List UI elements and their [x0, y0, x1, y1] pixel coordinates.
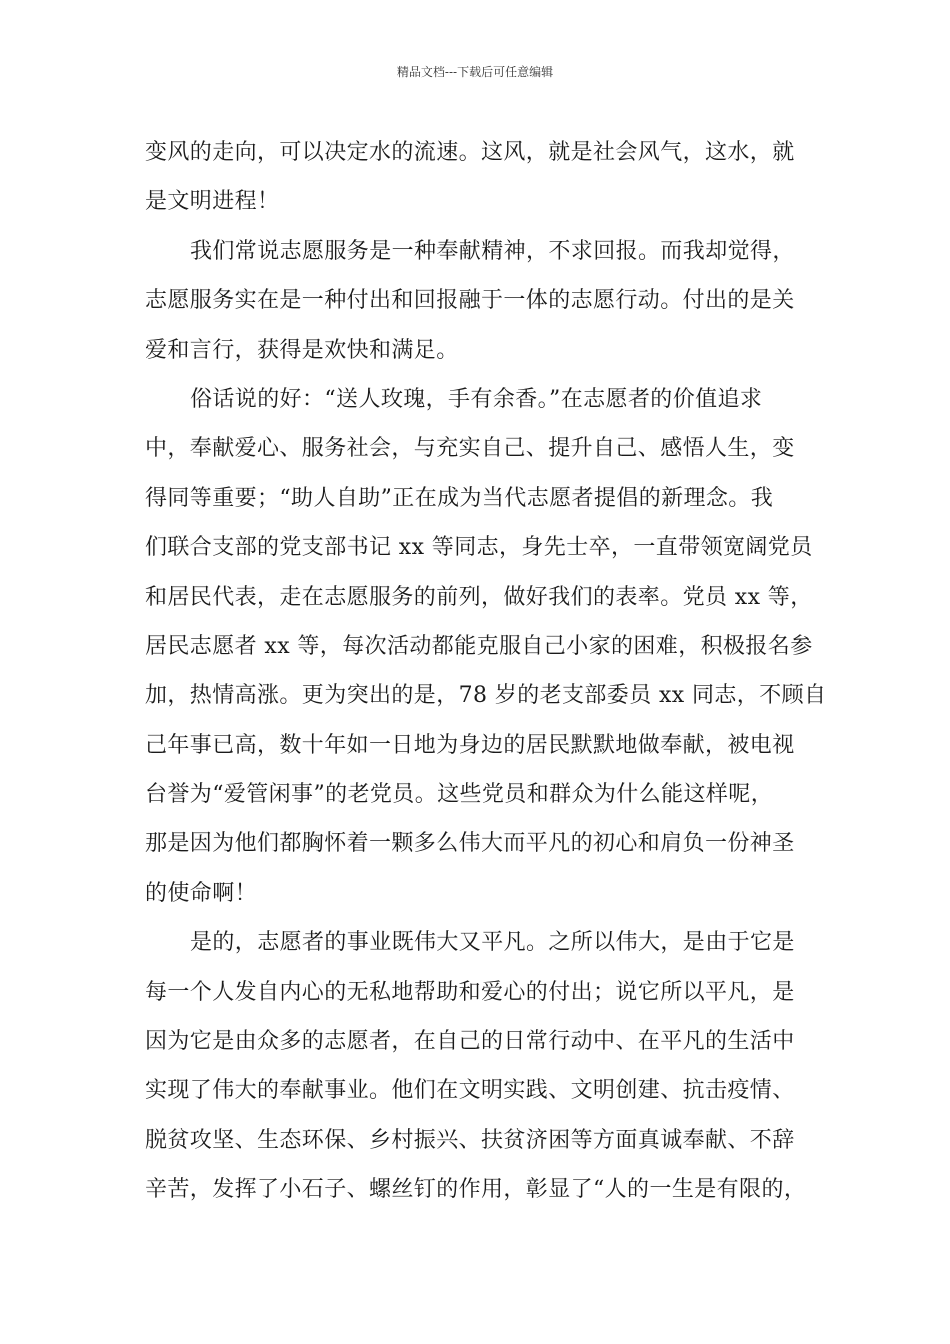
text-line: 每一个人发自内心的无私地帮助和爱心的付出；说它所以平凡，是 [145, 979, 795, 1005]
text-line: 中，奉献爱心、服务社会，与充实自己、提升自己、感悟人生，变 [145, 436, 795, 462]
text-line: 俗话说的好：“送人玫瑰，手有余香。”在志愿者的价值追求 [190, 386, 763, 412]
text-line: 实现了伟大的奉献事业。他们在文明实践、文明创建、抗击疫情、 [145, 1078, 795, 1104]
text-line: 爱和言行，获得是欢快和满足。 [145, 337, 459, 363]
page-header: 精品文档---下载后可任意编辑 [396, 65, 554, 79]
text-line: 变风的走向，可以决定水的流速。这风，就是社会风气，这水，就 [145, 140, 795, 165]
text-line: 我们常说志愿服务是一种奉献精神，不求回报。而我却觉得， [190, 238, 795, 264]
document-body [145, 128, 825, 1215]
paragraph-2 [145, 227, 825, 375]
text-line: 志愿服务实在是一种付出和回报融于一体的志愿行动。付出的是关 [145, 288, 795, 314]
text-line: 因为它是由众多的志愿者，在自己的日常行动中、在平凡的生活中 [145, 1029, 795, 1055]
text-line: 辛苦，发挥了小石子、螺丝钉的作用，彰显了“人的一生是有限的， [145, 1177, 807, 1203]
text-line: 是的，志愿者的事业既伟大又平凡。之所以伟大，是由于它是 [190, 930, 795, 956]
text-line: 台誉为“爱管闲事”的老党员。这些党员和群众为什么能这样呢， [145, 782, 774, 808]
paragraph-1 [145, 128, 825, 227]
text-line: 居民志愿者 xx 等，每次活动都能克服自己小家的困难，积极报名参 [145, 633, 813, 659]
text-line: 的使命啊！ [145, 880, 258, 906]
text-line: 己年事已高，数十年如一日地为身边的居民默默地做奉献，被电视 [145, 732, 795, 758]
text-line: 是文明进程！ [145, 189, 280, 215]
text-line: 们联合支部的党支部书记 xx 等同志，身先士卒，一直带领宽阔党员 [145, 535, 813, 561]
text-line: 和居民代表，走在志愿服务的前列，做好我们的表率。党员 xx 等， [145, 584, 813, 610]
text-line: 加，热情高涨。更为突出的是，78 岁的老支部委员 xx 同志，不顾自 [145, 683, 827, 709]
paragraph-4 [145, 918, 825, 1214]
paragraph-3 [145, 375, 825, 918]
text-line: 那是因为他们都胸怀着一颗多么伟大而平凡的初心和肩负一份神圣 [145, 831, 795, 857]
text-line: 脱贫攻坚、生态环保、乡村振兴、扶贫济困等方面真诚奉献、不辞 [145, 1127, 795, 1153]
text-line: 得同等重要；“助人自助”正在成为当代志愿者提倡的新理念。我 [145, 485, 774, 511]
